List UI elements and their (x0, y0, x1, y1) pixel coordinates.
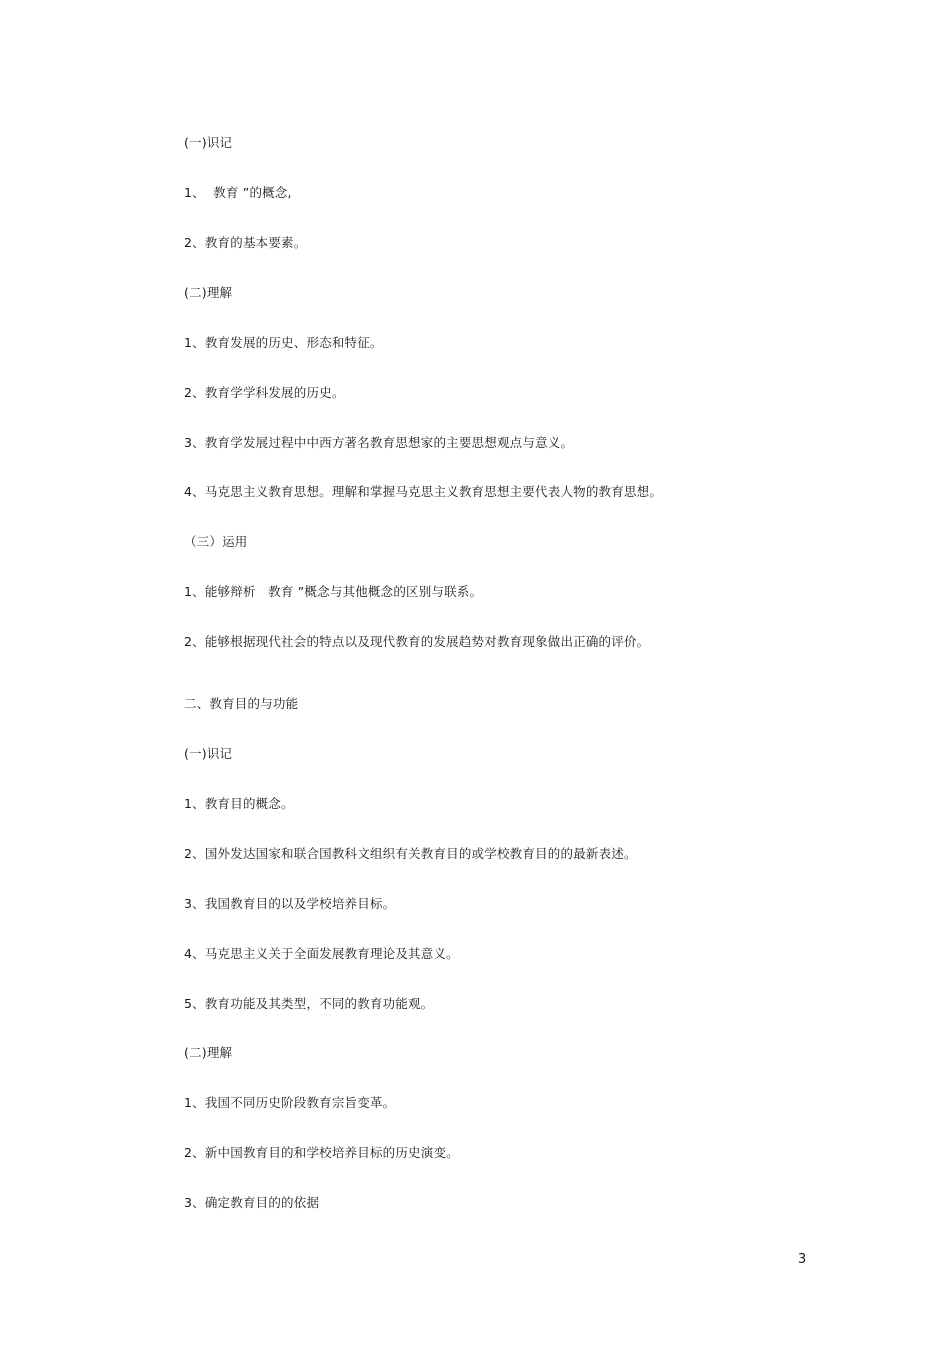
list-item: 2、教育学学科发展的历史。 (184, 385, 345, 400)
section-heading-apply: （三）运用 (184, 534, 248, 549)
list-item: 2、能够根据现代社会的特点以及现代教育的发展趋势对教育现象做出正确的评价。 (184, 634, 650, 649)
list-item: 3、教育学发展过程中中西方著名教育思想家的主要思想观点与意义。 (184, 435, 574, 450)
list-item: 1、我国不同历史阶段教育宗旨变革。 (184, 1095, 396, 1110)
list-item: 1、能够辩析 教育 ”概念与其他概念的区别与联系。 (184, 584, 483, 599)
list-item: 3、确定教育目的的依据 (184, 1195, 320, 1210)
list-item: 3、我国教育目的以及学校培养目标。 (184, 896, 396, 911)
page-number: 3 (798, 1252, 807, 1267)
list-item: 1、教育目的概念。 (184, 796, 294, 811)
section-heading-understand: (二)理解 (184, 1045, 233, 1060)
list-item: 1、 教育 ”的概念, (184, 185, 292, 200)
list-item: 2、教育的基本要素。 (184, 235, 307, 250)
list-item: 2、新中国教育目的和学校培养目标的历史演变。 (184, 1145, 459, 1160)
list-item: 4、马克思主义关于全面发展教育理论及其意义。 (184, 946, 459, 961)
chapter-heading: 二、教育目的与功能 (184, 696, 299, 711)
list-item: 1、教育发展的历史、形态和特征。 (184, 335, 383, 350)
section-heading-recall: (一)识记 (184, 135, 233, 150)
section-heading-recall: (一)识记 (184, 746, 233, 761)
list-item: 2、国外发达国家和联合国教科文组织有关教育目的或学校教育目的的最新表述。 (184, 846, 637, 861)
list-item: 4、马克思主义教育思想。理解和掌握马克思主义教育思想主要代表人物的教育思想。 (184, 484, 663, 499)
list-item: 5、教育功能及其类型，不同的教育功能观。 (184, 996, 434, 1011)
section-heading-understand: (二)理解 (184, 285, 233, 300)
